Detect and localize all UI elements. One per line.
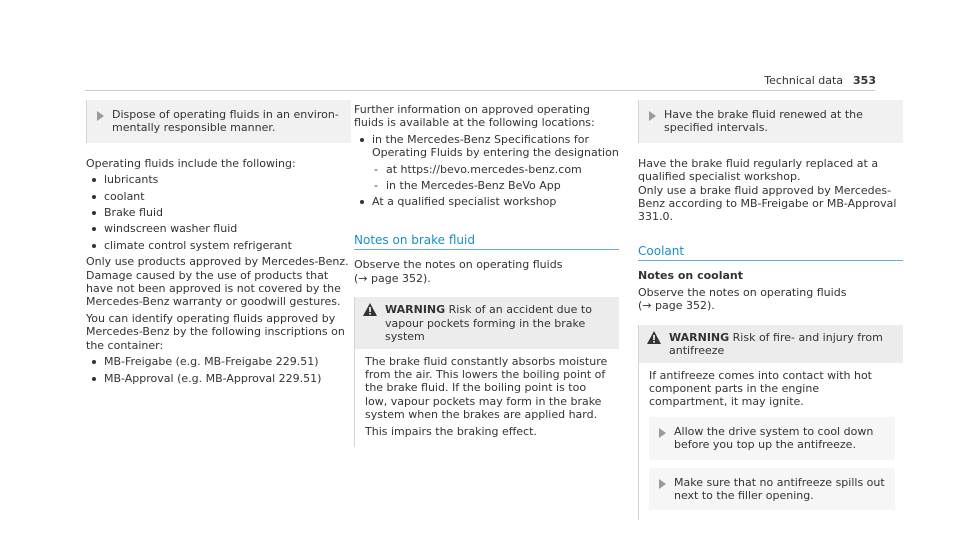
list-item: Brake fluid xyxy=(92,206,351,219)
column-3 xyxy=(638,100,903,520)
warning-title: Risk of fire- and injury from antifreeze xyxy=(669,330,883,358)
list-item: MB-Approval (e.g. MB-Approval 229.51) xyxy=(92,372,351,385)
notes-reference: Observe the notes on operating fluids (→ page 352). xyxy=(354,258,563,285)
info-intro: Further information on approved operating fluids is available at the following locations: xyxy=(354,103,595,130)
warning-title: Risk of an accident due to vapour pockets forming in the brake system xyxy=(385,303,592,344)
identify-paragraph: You can identify operating fluids approved by Mercedes-Benz by the following inscriptions on the container: xyxy=(86,311,345,352)
list-item: climate control system refrigerant xyxy=(92,239,351,252)
column-1 xyxy=(86,100,351,388)
list-item: in the Mercedes-Benz Specifications for Operating Fluids by entering the designation xyxy=(360,133,619,160)
bullet-icon xyxy=(92,211,96,215)
warning-label: WARNING xyxy=(385,303,446,317)
warning-icon xyxy=(363,303,377,316)
section-name: Technical data xyxy=(764,74,844,87)
locations-list xyxy=(354,133,619,160)
fluids-intro: Operating fluids include the following: xyxy=(86,156,296,170)
bullet-icon xyxy=(92,227,96,231)
warning-text-2: This impairs the braking effect. xyxy=(365,424,537,438)
warning-box xyxy=(638,325,903,521)
warning-header xyxy=(355,297,619,348)
warning-text: The brake fluid constantly absorbs moisture from the air. This lowers the boiling point of the brake fluid. If the boiling point is too low, vapour pockets may form in the brake system when the brakes are applied hard. xyxy=(365,354,608,422)
section-title-brake-fluid: Notes on brake fluid xyxy=(354,233,619,251)
list-item: At a qualified specialist workshop xyxy=(360,195,619,208)
warning-text: If antifreeze comes into contact with hot component parts in the engine compartment, it may ignite. xyxy=(649,368,872,409)
bullet-icon xyxy=(360,200,364,204)
step-instruction xyxy=(638,100,903,143)
notes-reference: Observe the notes on operating fluids (→ page 352). xyxy=(638,285,847,313)
step-instruction xyxy=(86,100,351,143)
header-rule xyxy=(85,90,875,91)
warning-label: WARNING xyxy=(669,330,730,344)
bullet-icon xyxy=(92,178,96,182)
list-item: windscreen washer fluid xyxy=(92,222,351,235)
list-item: lubricants xyxy=(92,173,351,186)
step-text: Make sure that no antifreeze spills out next to the filler opening. xyxy=(674,475,885,502)
play-arrow-icon xyxy=(659,479,666,489)
inscriptions-list xyxy=(86,355,351,385)
page-number: 353 xyxy=(853,74,876,87)
bullet-icon xyxy=(92,195,96,199)
list-item: coolant xyxy=(92,190,351,203)
warning-box xyxy=(354,297,619,447)
play-arrow-icon xyxy=(97,111,104,121)
fluids-list xyxy=(86,173,351,252)
approval-paragraph: Only use products approved by Mercedes-Benz. Damage caused by the use of products that have not been approved is not covered by the Mercedes-Benz warranty or goodwill gestures. xyxy=(86,255,349,309)
bullet-icon xyxy=(92,244,96,248)
warning-body xyxy=(639,363,903,521)
column-2 xyxy=(354,103,619,447)
warning-body xyxy=(355,349,619,447)
bullet-icon xyxy=(92,360,96,364)
list-item: - at https://bevo.mercedes-benz.com xyxy=(374,162,582,176)
sub-list xyxy=(354,163,619,193)
subheading-coolant: Notes on coolant xyxy=(638,269,743,283)
play-arrow-icon xyxy=(659,428,666,438)
replacement-paragraph: Have the brake fluid regularly replaced at a qualified specialist workshop. Only use a brake fluid approved by Mercedes-Benz according to MB-Freigabe or MB-Approval 331.0. xyxy=(638,156,897,224)
warning-icon xyxy=(647,331,661,344)
bullet-icon xyxy=(92,377,96,381)
section-title-coolant: Coolant xyxy=(638,244,903,262)
step-text: Allow the drive system to cool down before you top up the antifreeze. xyxy=(674,424,874,452)
bullet-icon xyxy=(360,138,364,142)
list-item: - in the Mercedes-Benz BeVo App xyxy=(374,179,561,193)
step-text: Have the brake fluid renewed at the specified intervals. xyxy=(664,108,863,135)
step-instruction xyxy=(649,417,895,460)
step-text: Dispose of operating fluids in an environ- mentally responsible manner. xyxy=(112,108,339,135)
page-header xyxy=(764,74,876,87)
step-instruction xyxy=(649,468,895,511)
list-item: MB-Freigabe (e.g. MB-Freigabe 229.51) xyxy=(92,355,351,368)
warning-header xyxy=(639,325,903,363)
play-arrow-icon xyxy=(649,111,656,121)
locations-list-2 xyxy=(354,195,619,208)
